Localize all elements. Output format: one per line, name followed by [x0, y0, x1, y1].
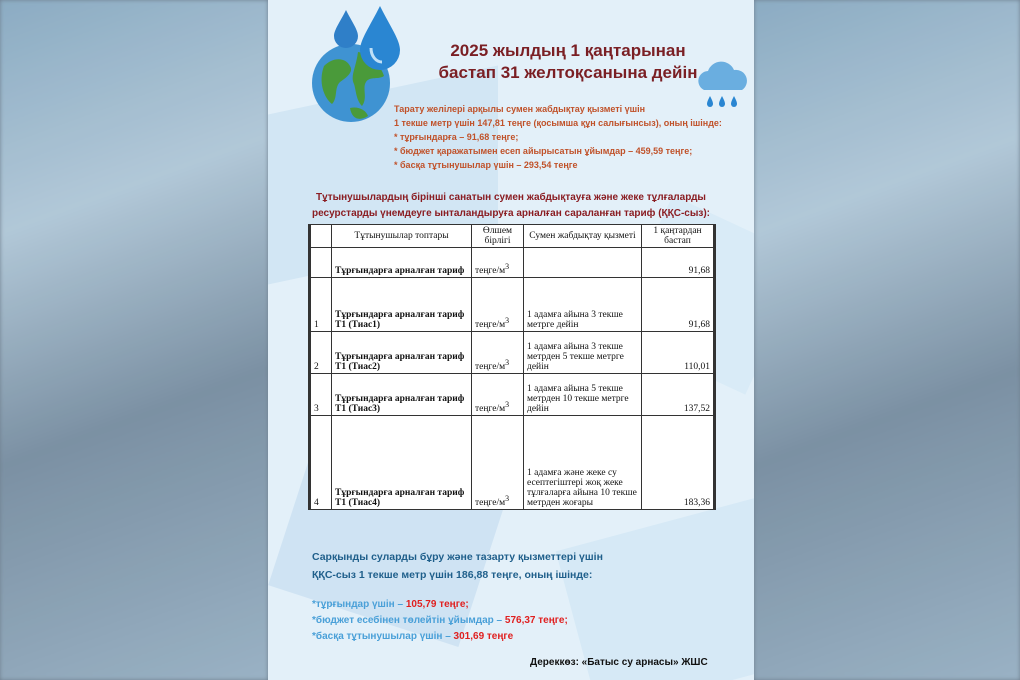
row-value: 91,68 [642, 248, 715, 278]
row-service: 1 адамға және жеке су есептегіштері жоқ жеке тұлғаларға айына 10 текше метрден жоғары [524, 416, 642, 510]
row-unit [472, 278, 524, 332]
header-date: 1 қаңтардан бастап [642, 225, 715, 248]
table-heading-line: ресурстарды үнемдеуге ынталандыруға арналған сараланған тариф (ҚҚС-сыз): [311, 208, 711, 219]
unit-sup: 3 [505, 261, 510, 271]
sewer-service-text [312, 548, 732, 584]
background-right-blur [754, 0, 1020, 680]
intro-line: * басқа тұтынушылар үшін – 293,54 теңге [394, 160, 578, 170]
rate-item [312, 613, 732, 629]
sewer-line: Сарқынды суларды бұру және тазарту қызметтері үшін [312, 551, 603, 563]
rate-value: 105,79 теңге; [405, 599, 469, 610]
intro-line: 1 текше метр үшін 147,81 теңге (қосымша құн салығынсыз), оның ішінде: [394, 118, 722, 128]
intro-line: Тарату желілері арқылы сумен жабдықтау қызметі үшін [394, 104, 646, 114]
row-num: 3 [310, 374, 332, 416]
row-service: 1 адамға айына 3 текше метрден 5 текше метрге дейін [524, 332, 642, 374]
table-row [310, 332, 715, 374]
table-row [310, 416, 715, 510]
row-unit [472, 248, 524, 278]
row-num: 2 [310, 332, 332, 374]
sewer-rates-list [312, 597, 732, 645]
row-group: Тұрғындарға арналған тариф Т1 (Тиас2) [332, 332, 472, 374]
table-heading-line: Тұтынушылардың бірінші санатын сумен жабдықтауға және жеке тұлғаларды [316, 192, 706, 203]
unit-text: теңге/м [475, 498, 506, 508]
unit-text: теңге/м [475, 320, 506, 330]
rate-item [312, 597, 732, 613]
unit-sup: 3 [505, 493, 510, 503]
unit-text: теңге/м [475, 362, 506, 372]
rate-item [312, 629, 732, 645]
row-value: 110,01 [642, 332, 715, 374]
row-unit [472, 416, 524, 510]
rate-label: *бюджет есебінен төлейтін ұйымдар – [312, 615, 505, 626]
table-row [310, 248, 715, 278]
water-drop-icon [334, 10, 358, 48]
table-header-row [310, 225, 715, 248]
tariff-poster [268, 0, 754, 680]
tariff-table [308, 224, 716, 510]
header-num [310, 225, 332, 248]
row-value: 91,68 [642, 278, 715, 332]
row-group: Тұрғындарға арналған тариф Т1 (Тиас4) [332, 416, 472, 510]
title-line: бастап 31 желтоқсанына дейін [438, 63, 698, 82]
rate-value: 301,69 теңге [453, 631, 514, 642]
water-supply-intro [394, 102, 754, 172]
sewer-line: ҚҚС-сыз 1 текше метр үшін 186,88 теңге, оның ішінде: [312, 569, 593, 581]
rate-label: *тұрғындар үшін – [312, 599, 406, 610]
unit-text: теңге/м [475, 404, 506, 414]
row-service: 1 адамға айына 5 текше метрден 10 текше метрге дейін [524, 374, 642, 416]
unit-sup: 3 [505, 399, 510, 409]
unit-sup: 3 [505, 357, 510, 367]
rate-label: *басқа тұтынушылар үшін – [312, 631, 454, 642]
water-drop-icon [360, 6, 400, 70]
page-title [418, 40, 718, 84]
header-groups: Тұтынушылар топтары [332, 225, 472, 248]
row-unit [472, 332, 524, 374]
row-num [310, 248, 332, 278]
source-note: Дереккөз: «Батыс су арнасы» ЖШС [530, 657, 708, 668]
header-unit: Өлшем бірлігі [472, 225, 524, 248]
intro-line: * бюджет қаражатымен есеп айырысатын ұйымдар – 459,59 теңге; [394, 146, 693, 156]
row-group: Тұрғындарға арналған тариф Т1 (Тиас1) [332, 278, 472, 332]
table-heading [288, 190, 734, 222]
unit-sup: 3 [505, 315, 510, 325]
header-service: Сумен жабдықтау қызметі [524, 225, 642, 248]
title-line: 2025 жылдың 1 қаңтарынан [450, 41, 686, 60]
row-value: 137,52 [642, 374, 715, 416]
decor-shape [556, 494, 754, 680]
background-left-blur [0, 0, 268, 680]
table-row [310, 278, 715, 332]
row-group: Тұрғындарға арналған тариф Т1 (Тиас3) [332, 374, 472, 416]
row-value: 183,36 [642, 416, 715, 510]
intro-line: * тұрғындарға – 91,68 теңге; [394, 132, 519, 142]
row-group: Тұрғындарға арналған тариф [332, 248, 472, 278]
row-num: 4 [310, 416, 332, 510]
rate-value: 576,37 теңге; [504, 615, 568, 626]
row-service: 1 адамға айына 3 текше метрге дейін [524, 278, 642, 332]
table-row [310, 374, 715, 416]
unit-text: теңге/м [475, 266, 506, 276]
row-num: 1 [310, 278, 332, 332]
row-unit [472, 374, 524, 416]
row-service [524, 248, 642, 278]
